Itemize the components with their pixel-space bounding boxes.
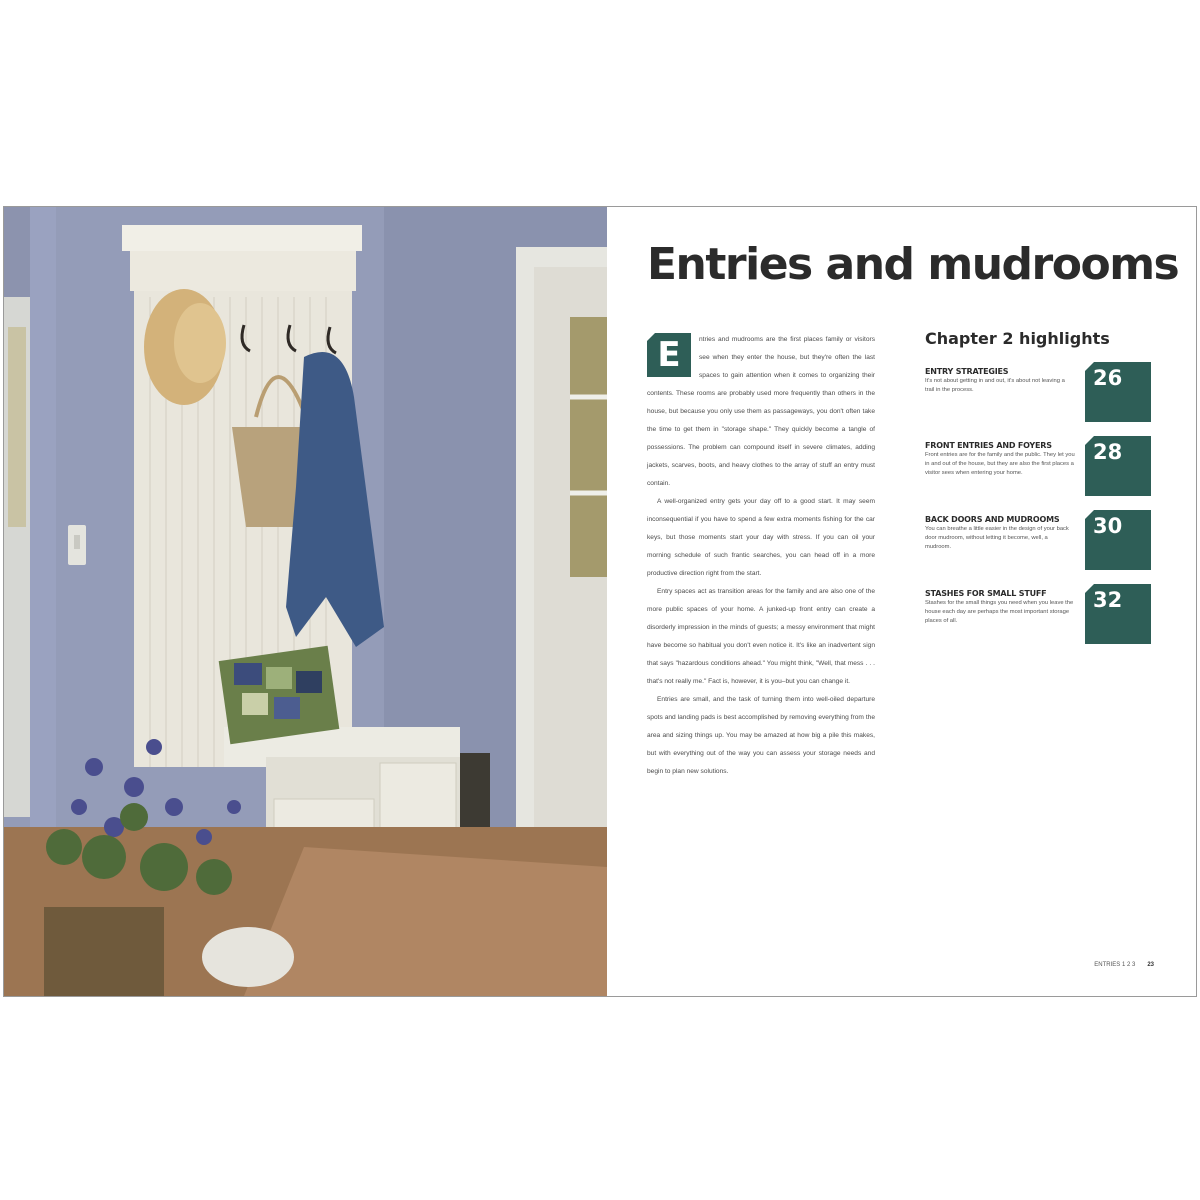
body-text-column — [647, 331, 875, 781]
highlight-description: You can breathe a little easier in the design of your back door mudroom, without letting it become, well, a mudroom. — [925, 526, 1069, 550]
highlight-item-front-entries — [925, 441, 1155, 503]
highlight-page-number: 32 — [1085, 584, 1151, 644]
drop-cap: E — [647, 333, 691, 377]
highlight-description: Stashes for the small things you need when you leave the house each day are perhaps the most important storage places of all. — [925, 600, 1074, 624]
page-footer — [1094, 962, 1154, 968]
footer-section: ENTRIES 1 2 3 — [1094, 962, 1136, 968]
entry-photo-illustration — [4, 207, 607, 996]
body-paragraph: Entries are small, and the task of turning them into well-oiled departure spots and landing pads is best accomplished by removing everything from the area and sizing things up. You may be amazed at how big a pile this makes, but with everything out of the way you can assess your storage needs and begin to plan new solutions. — [647, 696, 875, 775]
text-page — [607, 207, 1196, 996]
chapter-title: Entries and mudrooms — [647, 239, 1179, 290]
body-paragraph: Entry spaces act as transition areas for the family and are also one of the more public spaces of your home. A junked-up front entry can create a disorderly impression in the minds of guests; a messy environment that might have become so habitual you don't even notice it. It's like an inadvertent sign that says "hazardous conditions ahead." You might think, "Well, that mess . . . that's not really me." Fact is, however, it is you–but you can change it. — [647, 588, 875, 685]
highlight-page-number: 28 — [1085, 436, 1151, 496]
highlight-heading: BACK DOORS AND MUDROOMS — [925, 515, 1060, 524]
footer-page-number: 23 — [1147, 962, 1154, 968]
highlight-heading: ENTRY STRATEGIES — [925, 367, 1009, 376]
highlight-description: Front entries are for the family and the public. They let you in and out of the house, but they are also the first places a visitor sees when entering your home. — [925, 452, 1075, 476]
highlight-page-number: 26 — [1085, 362, 1151, 422]
book-spread — [3, 206, 1197, 997]
body-paragraph: E ntries and mudrooms are the first places family or visitors see when they enter the house, but they're often the last spaces to gain attention when it comes to organizing their contents. These rooms are probably used more frequently than others in the house, but because you only use them as passageways, you don't often take the time to get them in "storage shape." They quickly become a tangle of possessions. The problem can compound itself in severe climates, adding jackets, scarves, boots, and heavy clothes to the array of stuff an entry must contain. — [647, 335, 875, 487]
highlight-heading: STASHES FOR SMALL STUFF — [925, 589, 1047, 598]
highlight-item-back-doors — [925, 515, 1155, 577]
highlight-item-small-stuff — [925, 589, 1155, 651]
body-paragraph: A well-organized entry gets your day off to a good start. It may seem inconsequential if you have to spend a few extra moments fishing for the car keys, but those moments start your day with stress. If you can oil your morning schedule of such frantic searches, you can head off in a more productive direction right from the start. — [647, 498, 875, 577]
highlight-item-entry-strategies — [925, 367, 1155, 429]
highlights-title: Chapter 2 highlights — [925, 329, 1110, 348]
highlight-heading: FRONT ENTRIES AND FOYERS — [925, 441, 1052, 450]
highlight-page-number: 30 — [1085, 510, 1151, 570]
highlight-description: It's not about getting in and out, it's about not leaving a trail in the process. — [925, 378, 1065, 393]
entry-photo — [4, 207, 607, 996]
